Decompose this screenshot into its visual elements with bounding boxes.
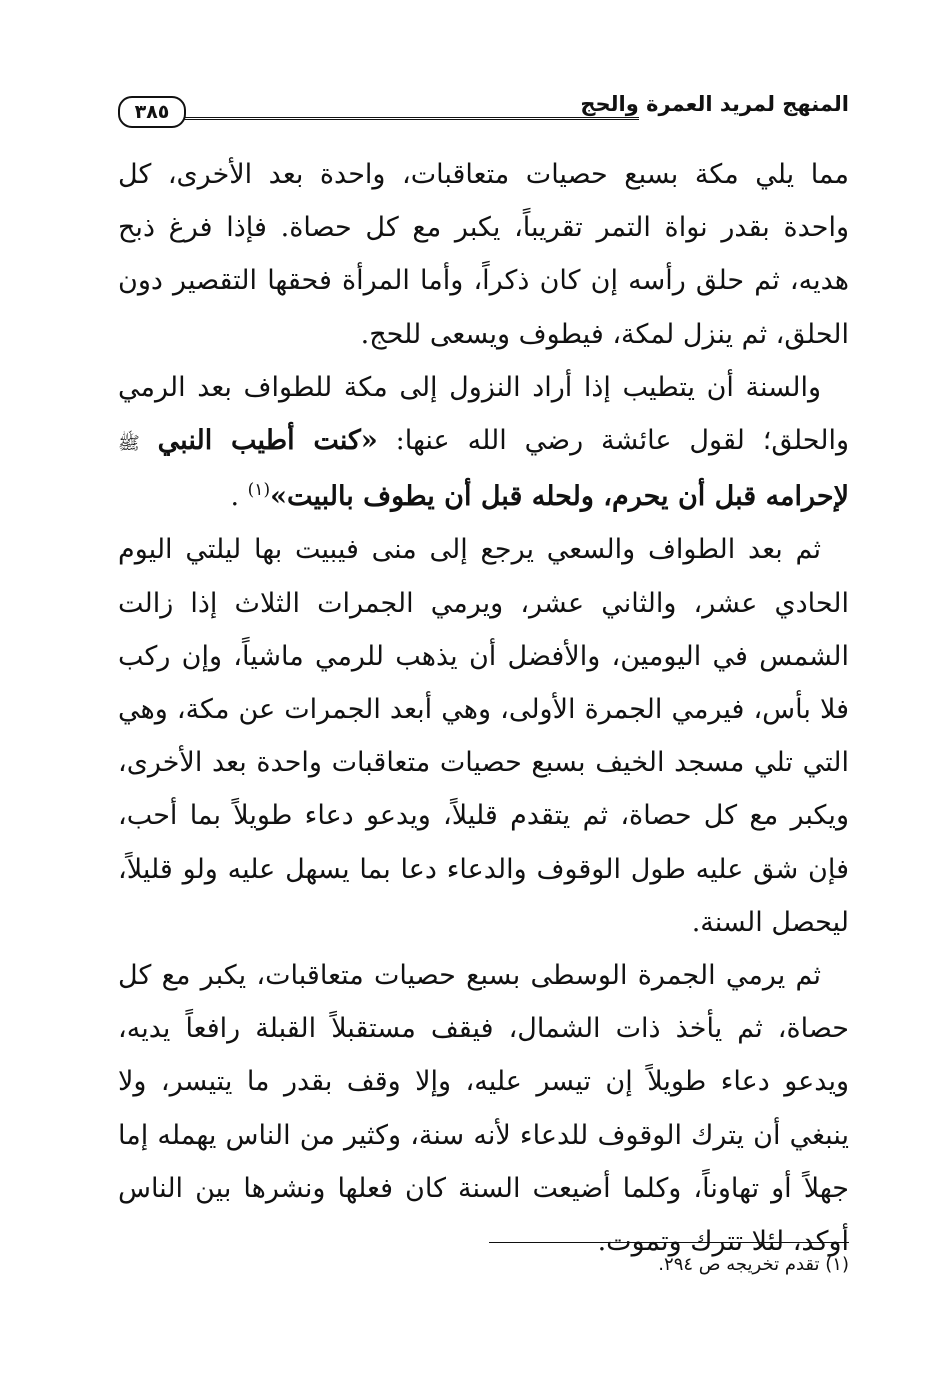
paragraph-4: ثم يرمي الجمرة الوسطى بسبع حصيات متعاقبات، يكبر مع كل حصاة، ثم يأخذ ذات الشمال، فيقف مستقبلاً القبلة رافعاً يديه، ويدعو دعاء طويلاً إن تيسر عليه، وإلا وقف بقدر ما يتيسر، ولا ينبغي أن يترك الوقوف للدعاء لأنه سنة، وكثير من الناس يهمله إما جهلاً أو تهاوناً، وكلما أضيعت السنة كان فعلها ونشرها بين الناس أوكد، لئلا تترك وتموت.	[118, 960, 849, 1258]
hadith-quote-start: «كنت أطيب النبي	[157, 425, 378, 457]
page-header	[118, 92, 849, 132]
header-rule	[176, 117, 639, 120]
footnote-text: تقدم تخريجه ص ٢٩٤.	[658, 1254, 820, 1275]
footnote-reference[interactable]: (١)	[247, 480, 271, 501]
page-number: ٣٨٥	[118, 96, 186, 128]
hadith-quote-end: لإحرامه قبل أن يحرم، ولحله قبل أن يطوف بالبيت»	[270, 481, 849, 513]
page-body	[118, 148, 849, 1268]
footnote-mark: (١)	[825, 1254, 849, 1275]
paragraph-2-intro: والسنة أن يتطيب إذا أراد النزول إلى مكة للطواف بعد الرمي والحلق؛ لقول عائشة رضي الله عنها:	[118, 371, 849, 457]
paragraph-3: ثم بعد الطواف والسعي يرجع إلى منى فيبيت بها ليلتي اليوم الحادي عشر، والثاني عشر، ويرمي الجمرات الثلاث إذا زالت الشمس في اليومين، والأفضل أن يذهب للرمي ماشياً، وإن ركب فلا بأس، فيرمي الجمرة الأولى، وهي أبعد الجمرات عن مكة، وهي التي تلي مسجد الخيف بسبع حصيات متعاقبات واحدة بعد الأخرى، ويكبر مع كل حصاة، ثم يتقدم قليلاً، ويدعو دعاء طويلاً بما أحب، فإن شق عليه طول الوقوف والدعاء دعا بما يسهل عليه ولو قليلاً، ليحصل السنة.	[118, 534, 849, 938]
paragraph-1: مما يلي مكة بسبع حصيات متعاقبات، واحدة بعد الأخرى، كل واحدة بقدر نواة التمر تقريباً، يكبر مع كل حصاة. فإذا فرغ ذبح هديه، ثم حلق رأسه إن كان ذكراً، وأما المرأة فحقها التقصير دون الحلق، ثم ينزل لمكة، فيطوف ويسعى للحج.	[118, 159, 849, 350]
footnote-1	[118, 1250, 849, 1280]
paragraph-2	[118, 361, 849, 524]
footnote-separator	[489, 1242, 849, 1243]
honorific-glyph: ﷺ	[118, 433, 140, 455]
book-title: المنهج لمريد العمرة والحج	[580, 92, 849, 116]
paragraph-2-end: .	[230, 481, 248, 513]
